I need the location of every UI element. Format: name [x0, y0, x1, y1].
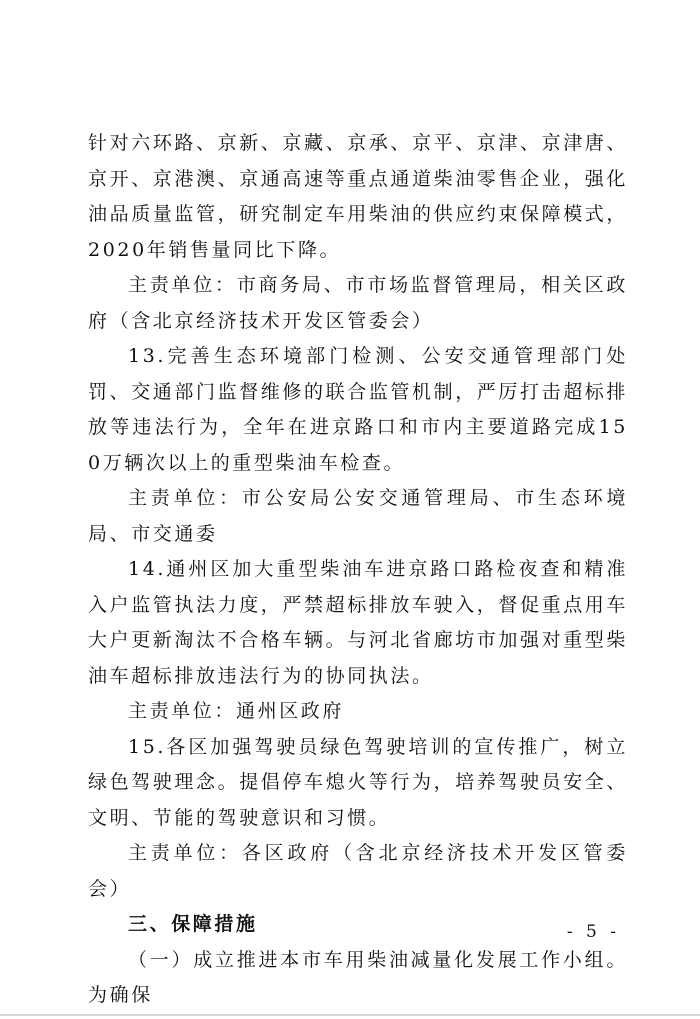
paragraph-continuation: 针对六环路、京新、京藏、京承、京平、京津、京津唐、京开、京港澳、京通高速等重点通道柴油零售企业，强化油品质量监管，研究制定车用柴油的供应约束保障模式，2020年销售量同比下降。 — [88, 132, 629, 261]
responsible-unit-line: 主责单位：通州区政府 — [128, 700, 345, 722]
responsible-unit-line: 主责单位：各区政府（含北京经济技术开发区管委会） — [88, 842, 628, 900]
item-14-paragraph: 14.通州区加大重型柴油车进京路口路检夜查和精准入户监管执法力度，严禁超标排放车驶入，督促重点用车大户更新淘汰不合格车辆。与河北省廊坊市加强对重型柴油车超标排放违法行为的协同执法。 — [88, 558, 629, 687]
responsible-unit-line: 主责单位：市商务局、市市场监督管理局，相关区政府（含北京经济技术开发区管委会） — [88, 274, 628, 332]
page-number: - 5 - — [566, 922, 620, 942]
document-body — [88, 126, 628, 1014]
subsection-paragraph: （一）成立推进本市车用柴油减量化发展工作小组。为确保 — [88, 948, 628, 1006]
page-bottom-divider — [0, 1014, 700, 1016]
item-15-paragraph: 15.各区加强驾驶员绿色驾驶培训的宣传推广，树立绿色驾驶理念。提倡停车熄火等行为，培养驾驶员安全、文明、节能的驾驶意识和习惯。 — [88, 735, 629, 829]
section-heading: 三、保障措施 — [128, 913, 258, 935]
responsible-unit-line: 主责单位：市公安局公安交通管理局、市生态环境局、市交通委 — [88, 487, 628, 545]
item-13-paragraph: 13.完善生态环境部门检测、公安交通管理部门处罚、交通部门监督维修的联合监管机制，严厉打击超标排放等违法行为，全年在进京路口和市内主要道路完成150万辆次以上的重型柴油车检查。 — [88, 345, 629, 474]
